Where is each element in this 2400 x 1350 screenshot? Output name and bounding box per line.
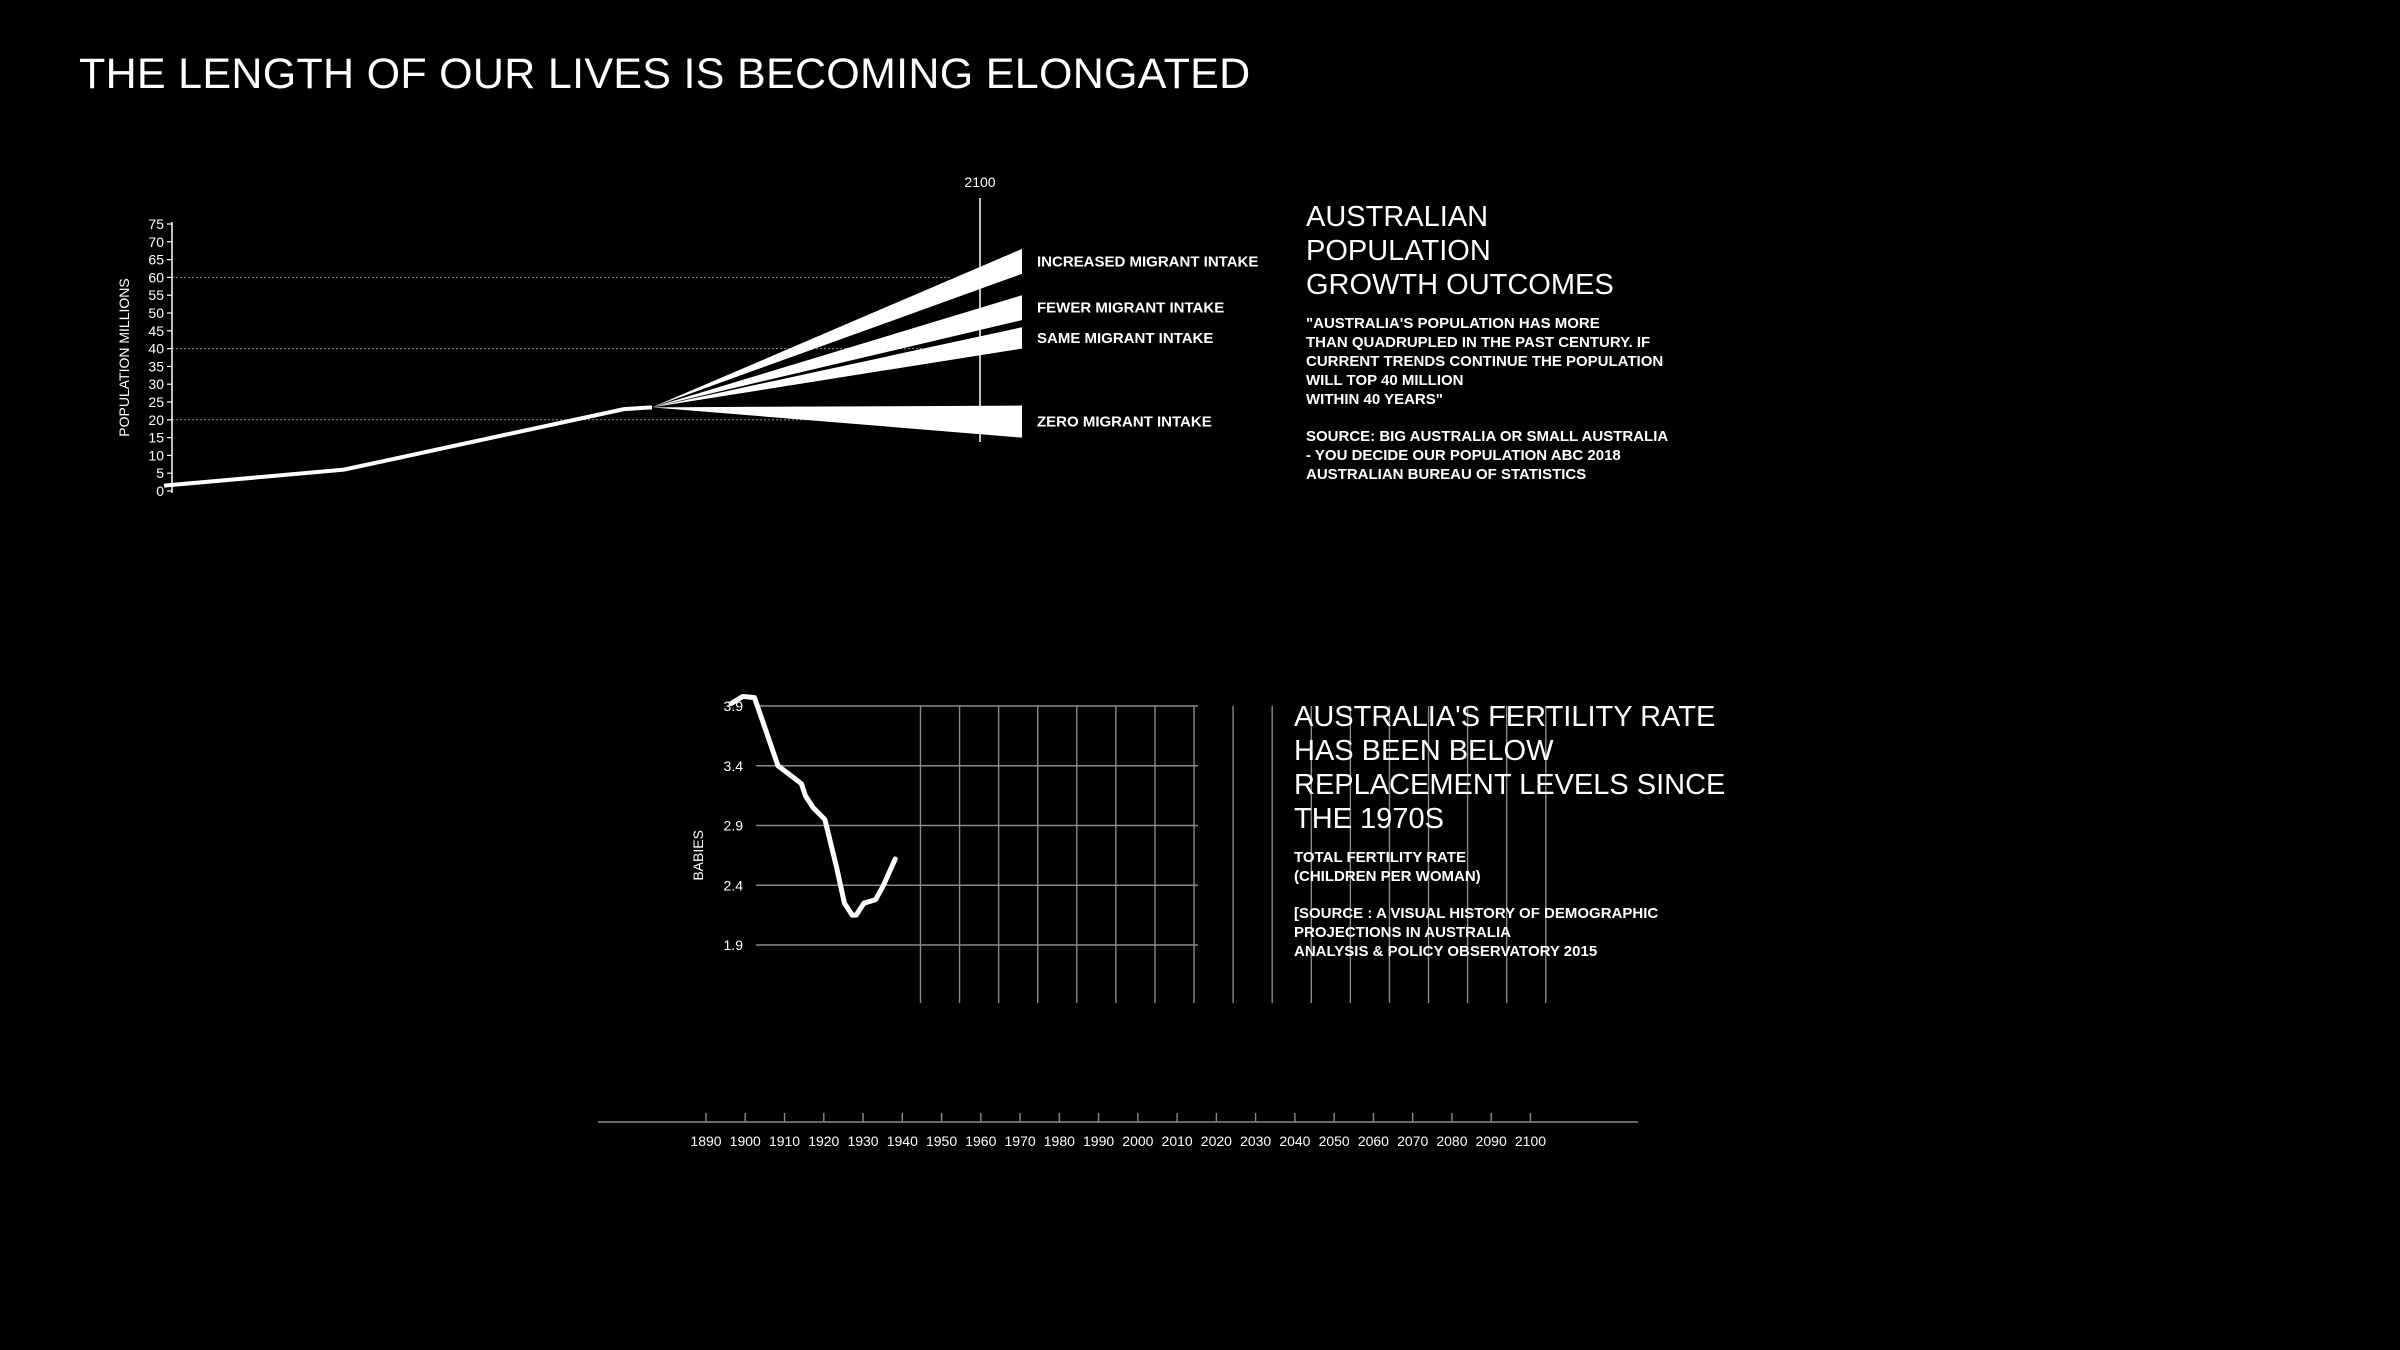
year-axis-tick-label: 1930 [847,1133,879,1149]
year-axis-tick-label: 2060 [1357,1133,1389,1149]
population-y-tick-label: 10 [148,447,164,464]
projection-label: FEWER MIGRANT INTAKE [1037,299,1225,317]
fertility-y-tick-label: 3.9 [723,698,743,714]
population-y-tick-label: 45 [148,322,164,339]
population-heading: AUSTRALIAN POPULATION GROWTH OUTCOMES [1306,201,1614,301]
population-chart [116,174,1258,499]
fertility-rate-line [731,696,895,915]
projection-wedge [652,406,1022,438]
population-y-tick-label: 50 [148,305,164,321]
year-axis-tick-label: 1900 [729,1133,761,1149]
fertility-y-tick-label: 2.9 [723,817,743,834]
population-y-tick-label: 15 [148,429,164,446]
projection-label: INCREASED MIGRANT INTAKE [1037,253,1259,271]
page-title: THE LENGTH OF OUR LIVES IS BECOMING ELONGATED [79,50,1251,98]
fertility-info-panel [1294,700,1754,961]
year-axis-tick-label: 2090 [1475,1133,1507,1149]
year-axis-tick-label: 1970 [1004,1133,1036,1149]
year-axis-tick-label: 1920 [808,1133,840,1149]
year-axis-tick-label: 2050 [1318,1133,1350,1149]
population-y-tick-label: 25 [148,394,164,410]
projection-label: ZERO MIGRANT INTAKE [1037,413,1212,431]
fertility-y-tick-label: 1.9 [723,937,743,953]
year-axis-tick-label: 2040 [1279,1133,1311,1149]
projection-label: SAME MIGRANT INTAKE [1037,329,1214,347]
fertility-y-tick-label: 2.4 [723,877,743,894]
population-y-tick-label: 60 [148,269,164,286]
population-2100-marker-label: 2100 [964,174,996,190]
year-axis-tick-label: 2100 [1514,1133,1547,1149]
fertility-source: [SOURCE : A VISUAL HISTORY OF DEMOGRAPHIC PROJECTIONS IN AUSTRALIA ANALYSIS & POLICY OBSERVATORY 2015 [1294,905,1659,960]
shared-year-axis [598,1113,1638,1149]
population-y-tick-label: 70 [148,233,164,250]
population-y-tick-label: 65 [148,251,164,268]
year-axis-tick-label: 1940 [886,1133,918,1149]
year-axis-tick-label: 2080 [1436,1133,1468,1149]
population-y-tick-label: 75 [148,216,164,232]
population-historical-line [164,407,652,485]
year-axis-tick-label: 2010 [1161,1133,1193,1149]
fertility-subtitle: TOTAL FERTILITY RATE (CHILDREN PER WOMAN) [1294,849,1481,885]
year-axis-tick-label: 1980 [1043,1133,1075,1149]
population-y-tick-label: 20 [148,411,164,428]
year-axis-tick-label: 1890 [690,1133,722,1149]
population-y-tick-label: 55 [148,287,164,304]
year-axis-tick-label: 1950 [925,1133,958,1149]
population-quote: "AUSTRALIA'S POPULATION HAS MORE THAN QUADRUPLED IN THE PAST CENTURY. IF CURRENT TRENDS CONTINUE THE POPULATION WILL TOP 40 MILLION WITHIN 40 YEARS" [1306,315,1664,408]
year-axis-tick-label: 2030 [1240,1133,1272,1149]
population-y-tick-label: 0 [156,483,164,499]
year-axis-tick-label: 2020 [1200,1133,1232,1149]
fertility-y-axis-label: BABIES [690,830,706,881]
population-y-tick-label: 5 [156,465,164,482]
fertility-y-tick-label: 3.4 [723,757,743,774]
year-axis-tick-label: 2070 [1397,1133,1429,1149]
population-source: SOURCE: BIG AUSTRALIA OR SMALL AUSTRALIA - YOU DECIDE OUR POPULATION ABC 2018 AUSTRALIAN BUREAU OF STATISTICS [1306,428,1669,483]
population-y-tick-label: 35 [148,358,164,375]
year-axis-tick-label: 1990 [1083,1133,1115,1149]
year-axis-tick-label: 1960 [965,1133,997,1149]
population-y-axis-label: POPULATION MILLIONS [116,278,132,437]
population-y-tick-label: 30 [148,376,164,393]
population-y-tick-label: 40 [148,340,164,357]
population-info-panel [1306,200,1746,484]
fertility-heading: AUSTRALIA'S FERTILITY RATE HAS BEEN BELOW REPLACEMENT LEVELS SINCE THE 1970S [1294,701,1726,835]
year-axis-tick-label: 2000 [1122,1133,1154,1149]
year-axis-tick-label: 1910 [768,1133,801,1149]
